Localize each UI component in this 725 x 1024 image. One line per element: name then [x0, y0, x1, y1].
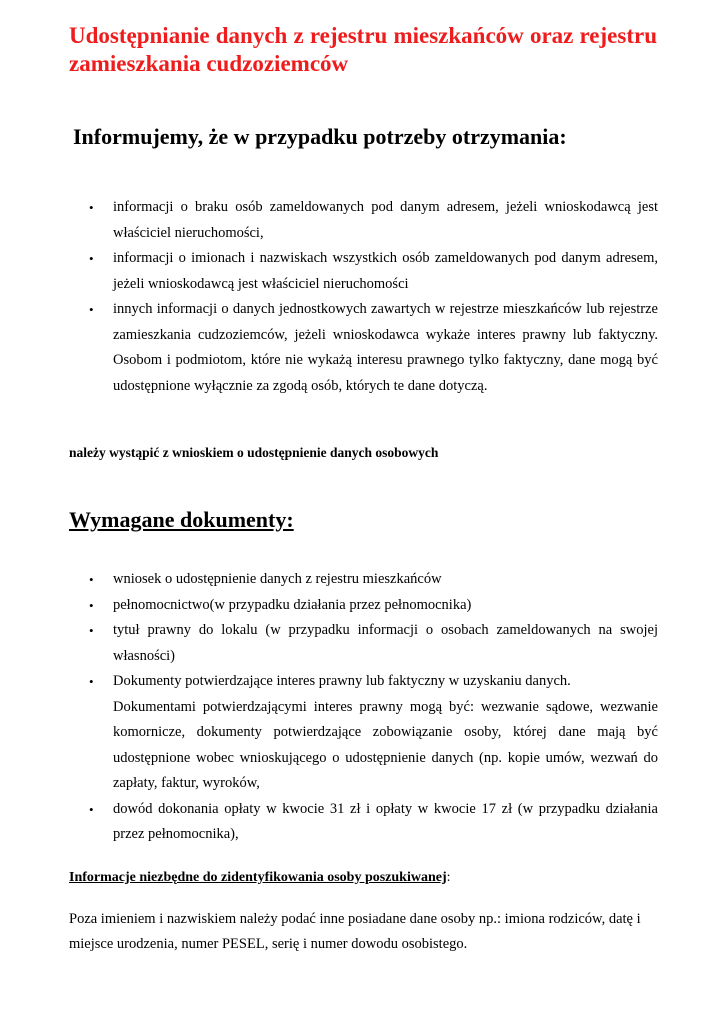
bullet-icon: •	[89, 623, 94, 638]
list-item-text: Dokumenty potwierdzające interes prawny lub faktyczny w uzyskaniu danych.	[113, 673, 571, 689]
bullet-icon: •	[89, 597, 94, 613]
list-item	[0, 297, 658, 399]
identification-paragraph: Poza imieniem i nazwiskiem należy podać inne posiadane dane osoby np.: imiona rodziców, datę i miejsce urodzenia, numer PESEL, serię i numer dowodu osobistego.	[69, 911, 641, 952]
bullet-icon: •	[89, 572, 94, 587]
list-item-text: tytuł prawny do lokalu (w przypadku informacji o osobach zameldowanych na swojej własności)	[113, 622, 658, 664]
section-subtitle: Informujemy, że w przypadku potrzeby otrzymania:	[73, 124, 567, 149]
bullet-icon: •	[89, 251, 94, 266]
identification-heading: Informacje niezbędne do zidentyfikowania osoby poszukiwanej	[69, 870, 447, 885]
list-item-text: innych informacji o danych jednostkowych zawartych w rejestrze mieszkańców lub rejestrze zamieszkania cudzoziemców, jeżeli wnioskodawca wykaże interes prawny lub faktyczny. Osobom i podmiotom, które nie wykażą interesu prawnego tylko faktyczny, dane mogą być udostępnione wyłącznie za zgodą osób, których te dane dotyczą.	[113, 301, 658, 394]
list-item	[0, 567, 658, 593]
document-title: Udostępnianie danych z rejestru mieszkańców oraz rejestru zamieszkania cudzoziemców	[69, 23, 657, 76]
list-item-text: wniosek o udostępnienie danych z rejestru mieszkańców	[113, 571, 442, 587]
identification-heading-line	[69, 867, 451, 889]
bullet-icon: •	[89, 801, 94, 817]
bullet-icon: •	[89, 200, 94, 215]
list-item-text: informacji o imionach i nazwiskach wszystkich osób zameldowanych pod danym adresem, jeżeli wnioskodawcą jest właściciel nieruchomości	[113, 250, 658, 292]
list-item	[0, 246, 658, 297]
list-item	[0, 618, 658, 669]
list-item	[0, 593, 658, 619]
list-item-text: pełnomocnictwo(w przypadku działania przez pełnomocnika)	[113, 596, 472, 613]
request-notice: należy wystąpić z wnioskiem o udostępnienie danych osobowych	[69, 445, 439, 460]
list-item-text: informacji o braku osób zameldowanych pod danym adresem, jeżeli wnioskodawcą jest właściciel nieruchomości,	[113, 199, 658, 241]
bullet-icon: •	[89, 674, 94, 689]
list-item-text: dowód dokonania opłaty w kwocie 31 zł i opłaty w kwocie 17 zł (w przypadku działania przez pełnomocnika),	[113, 800, 658, 842]
documents-list	[0, 567, 658, 848]
list-item	[0, 797, 658, 848]
list-item	[0, 195, 658, 246]
identification-colon: :	[446, 870, 451, 885]
list-item-extra-text: Dokumentami potwierdzającymi interes prawny mogą być: wezwanie sądowe, wezwanie komornicze, dokumenty potwierdzające zobowiązanie osoby, której dane mają być udostępnione wobec wnioskującego o udostępnienie danych (np. kopie umów, wezwań do zapłaty, faktur, wyroków,	[113, 698, 658, 791]
bullet-icon: •	[89, 302, 94, 317]
documents-heading: Wymagane dokumenty:	[69, 507, 294, 532]
information-list	[0, 195, 658, 399]
list-item	[0, 669, 658, 797]
